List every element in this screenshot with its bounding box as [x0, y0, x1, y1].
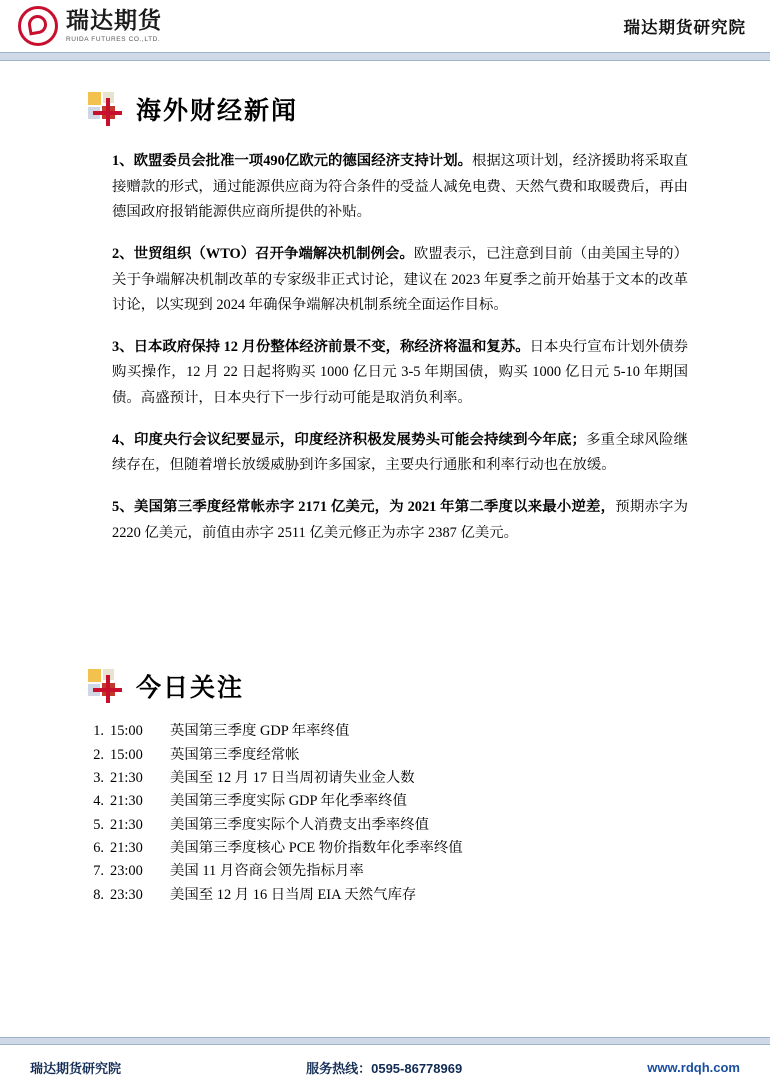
list-item: [78, 837, 770, 860]
list-item-time: 23:30: [110, 886, 143, 903]
page-title: 海外财经新闻: [136, 98, 299, 125]
list-item-time: 21:30: [110, 839, 143, 856]
news-lead: 2、世贸组织（WTO）召开争端解决机制例会。: [112, 245, 414, 262]
news-lead: 3、日本政府保持 12 月份整体经济前景不变，称经济将温和复苏。: [112, 338, 530, 355]
news-text: 预期赤字为 2220 亿美元，前值由赤字 2511 亿美元修正为赤字 2387 亿美元。: [112, 499, 688, 541]
list-item: [78, 767, 770, 790]
news-text: 欧盟表示，已注意到目前（由美国主导的）关于争端解决机制改革的专家级非正式讨论，建议在 2023 年夏季之前开始基于文本的改革讨论，以实现到 2024 年确保争端解决机制系统全面运作目标。: [112, 245, 688, 314]
list-item-label: 英国第三季度 GDP 年率终值: [170, 723, 350, 740]
page-header: [0, 0, 770, 52]
header-title: 瑞达期货研究院: [623, 18, 746, 37]
list-item-index: 8.: [93, 886, 104, 903]
list-item: [78, 720, 770, 743]
logo-text-en: RUIDA FUTURES CO.,LTD.: [66, 35, 161, 43]
footer-divider: [0, 1037, 770, 1045]
list-item: [78, 790, 770, 813]
section-header-today-focus: [88, 668, 770, 704]
news-item: [112, 495, 688, 546]
list-item-time: 15:00: [110, 723, 143, 740]
list-item-index: 7.: [93, 863, 104, 880]
footer-hotline: 服务热线：0595-86778969: [306, 1060, 463, 1076]
list-item-label: 美国第三季度实际 GDP 年化季率终值: [170, 793, 407, 810]
news-body: [112, 149, 688, 546]
colored-tiles-icon: [88, 92, 122, 126]
list-item-time: 15:00: [110, 746, 143, 763]
list-item-time: 21:30: [110, 769, 143, 786]
list-item-index: 3.: [93, 769, 104, 786]
list-item-time: 21:30: [110, 816, 143, 833]
logo-text-cn: 瑞达期货: [66, 8, 162, 34]
list-item-index: 1.: [93, 723, 104, 740]
list-item-label: 美国 11 月咨商会领先指标月率: [170, 863, 364, 880]
news-text: 多重全球风险继续存在，但随着增长放缓威胁到许多国家，主要央行通胀和利率行动也在放缓。: [112, 431, 688, 474]
list-item: [78, 884, 770, 907]
news-text: 根据这项计划，经济援助将采取直接赠款的形式，通过能源供应商为符合条件的受益人减免电费、天然气费和取暖费后，再由德国政府报销能源供应商所提供的补贴。: [112, 153, 688, 221]
list-item-time: 23:00: [110, 863, 143, 880]
list-item-index: 6.: [93, 839, 104, 856]
colored-tiles-icon: [88, 669, 122, 703]
list-item-time: 21:30: [110, 793, 143, 810]
list-item-index: 2.: [93, 746, 104, 763]
news-item: [112, 335, 688, 412]
list-item-label: 美国至 12 月 17 日当周初请失业金人数: [170, 769, 415, 786]
news-lead: 1、欧盟委员会批准一项490亿欧元的德国经济支持计划。: [112, 153, 472, 169]
list-item: [78, 744, 770, 767]
list-item-index: 5.: [93, 816, 104, 833]
list-item-index: 4.: [93, 793, 104, 810]
news-text: 日本央行宣布计划外债券购买操作，12 月 22 日起将购买 1000 亿日元 3-5 年期国债，购买 1000 亿日元 5-10 年期国债。高盛预计，日本央行下一步行动可能是取消负利率。: [112, 338, 688, 407]
focus-list: [78, 720, 770, 907]
footer-company: 瑞达期货研究院: [30, 1060, 122, 1076]
list-item: [78, 860, 770, 883]
section-title-today-focus: 今日关注: [136, 675, 245, 703]
list-item-label: 美国第三季度核心 PCE 物价指数年化季率终值: [170, 839, 463, 856]
news-item: [112, 428, 688, 479]
list-item: [78, 814, 770, 837]
list-item-label: 美国至 12 月 16 日当周 EIA 天然气库存: [170, 886, 417, 903]
header-divider: [0, 52, 770, 61]
ruida-logo-icon: [18, 6, 58, 46]
news-item: [112, 149, 688, 226]
logo-text-block: [66, 9, 162, 42]
news-item: [112, 242, 688, 319]
list-item-label: 美国第三季度实际个人消费支出季率终值: [170, 816, 430, 833]
list-item-label: 英国第三季度经常帐: [170, 746, 300, 763]
news-lead: 5、美国第三季度经常帐赤字 2171 亿美元，为 2021 年第二季度以来最小逆差，: [112, 499, 616, 516]
news-lead: 4、印度央行会议纪要显示，印度经济积极发展势头可能会持续到今年底；: [112, 431, 586, 448]
section-header-overseas-news: [88, 91, 770, 127]
footer-website-link[interactable]: www.rdqh.com: [647, 1059, 740, 1075]
company-logo: [18, 6, 162, 46]
page-footer: [0, 1037, 770, 1089]
